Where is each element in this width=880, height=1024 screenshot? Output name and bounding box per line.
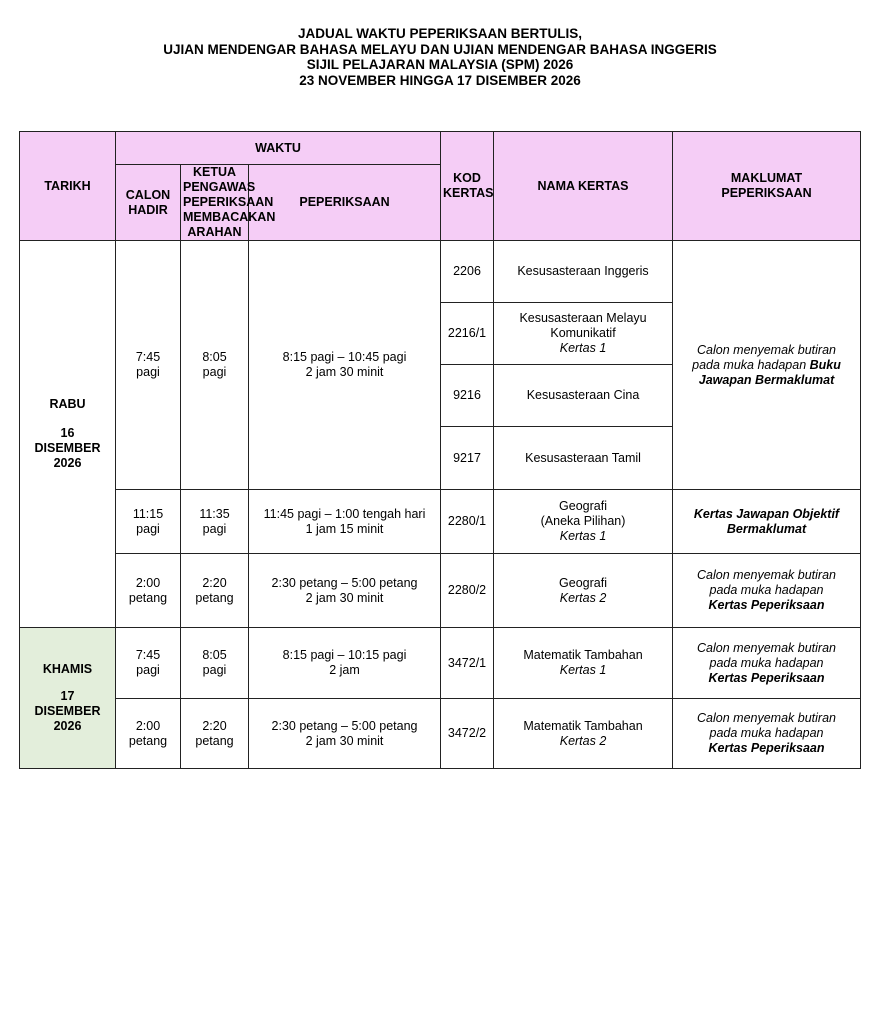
date-cell-khamis: KHAMIS 17 DISEMBER 2026: [20, 628, 116, 769]
paper-name: Kesusasteraan Inggeris: [494, 241, 673, 303]
arahan-cell: 8:05 pagi: [181, 628, 249, 699]
table-row: [20, 490, 861, 554]
header-calon-hadir: CALON HADIR: [116, 165, 181, 241]
calon-hadir-cell: 2:00 petang: [116, 699, 181, 769]
paper-code: 3472/1: [441, 628, 494, 699]
paper-code: 9217: [441, 427, 494, 490]
calon-hadir-cell: 7:45 pagi: [116, 241, 181, 490]
exam-info-cell: Calon menyemak butiran pada muka hadapan Kertas Peperiksaan: [673, 699, 861, 769]
exam-time-cell: 2:30 petang – 5:00 petang 2 jam 30 minit: [249, 554, 441, 628]
table-row: [20, 554, 861, 628]
exam-time-cell: 8:15 pagi – 10:15 pagi 2 jam: [249, 628, 441, 699]
paper-code: 2216/1: [441, 303, 494, 365]
calon-hadir-cell: 2:00 petang: [116, 554, 181, 628]
header-maklumat: MAKLUMAT PEPERIKSAAN: [673, 132, 861, 241]
document-title: [0, 26, 880, 88]
paper-name: Kesusasteraan Melayu Komunikatif Kertas 1: [494, 303, 673, 365]
header-waktu: WAKTU: [116, 132, 441, 165]
paper-name: Kesusasteraan Tamil: [494, 427, 673, 490]
exam-time-cell: 2:30 petang – 5:00 petang 2 jam 30 minit: [249, 699, 441, 769]
header-peperiksaan: PEPERIKSAAN: [249, 165, 441, 241]
paper-code: 3472/2: [441, 699, 494, 769]
paper-name: Matematik Tambahan Kertas 1: [494, 628, 673, 699]
header-ketua-pengawas: KETUA PENGAWAS PEPERIKSAAN MEMBACAKAN ARAHAN: [181, 165, 249, 241]
exam-info-cell: Calon menyemak butiran pada muka hadapan Kertas Peperiksaan: [673, 628, 861, 699]
exam-timetable: [19, 131, 861, 769]
paper-name: Matematik Tambahan Kertas 2: [494, 699, 673, 769]
exam-time-cell: 11:45 pagi – 1:00 tengah hari 1 jam 15 minit: [249, 490, 441, 554]
table-row: [20, 241, 861, 303]
paper-code: 2206: [441, 241, 494, 303]
title-line-4: 23 NOVEMBER HINGGA 17 DISEMBER 2026: [299, 72, 581, 88]
title-line-1: JADUAL WAKTU PEPERIKSAAN BERTULIS,: [297, 26, 583, 41]
paper-name: Geografi (Aneka Pilihan) Kertas 1: [494, 490, 673, 554]
table-row: [20, 699, 861, 769]
paper-code: 2280/2: [441, 554, 494, 628]
header-tarikh: TARIKH: [20, 132, 116, 241]
date-cell-rabu: RABU 16 DISEMBER 2026: [20, 241, 116, 628]
header-nama-kertas: NAMA KERTAS: [494, 132, 673, 241]
exam-info-cell: Calon menyemak butiran pada muka hadapan Buku Jawapan Bermaklumat: [673, 241, 861, 490]
arahan-cell: 8:05 pagi: [181, 241, 249, 490]
header-row-1: [20, 132, 861, 165]
arahan-cell: 11:35 pagi: [181, 490, 249, 554]
title-line-2: UJIAN MENDENGAR BAHASA MELAYU DAN UJIAN MENDENGAR BAHASA INGGERIS: [163, 41, 717, 57]
table-row: [20, 628, 861, 699]
paper-name: Kesusasteraan Cina: [494, 365, 673, 427]
arahan-cell: 2:20 petang: [181, 699, 249, 769]
paper-code: 2280/1: [441, 490, 494, 554]
exam-time-cell: 8:15 pagi – 10:45 pagi 2 jam 30 minit: [249, 241, 441, 490]
title-line-3: SIJIL PELAJARAN MALAYSIA (SPM) 2026: [306, 57, 574, 72]
calon-hadir-cell: 11:15 pagi: [116, 490, 181, 554]
header-kod-kertas: KOD KERTAS: [441, 132, 494, 241]
arahan-cell: 2:20 petang: [181, 554, 249, 628]
exam-info-cell: Kertas Jawapan Objektif Bermaklumat: [673, 490, 861, 554]
paper-name: Geografi Kertas 2: [494, 554, 673, 628]
exam-info-cell: Calon menyemak butiran pada muka hadapan Kertas Peperiksaan: [673, 554, 861, 628]
paper-code: 9216: [441, 365, 494, 427]
calon-hadir-cell: 7:45 pagi: [116, 628, 181, 699]
